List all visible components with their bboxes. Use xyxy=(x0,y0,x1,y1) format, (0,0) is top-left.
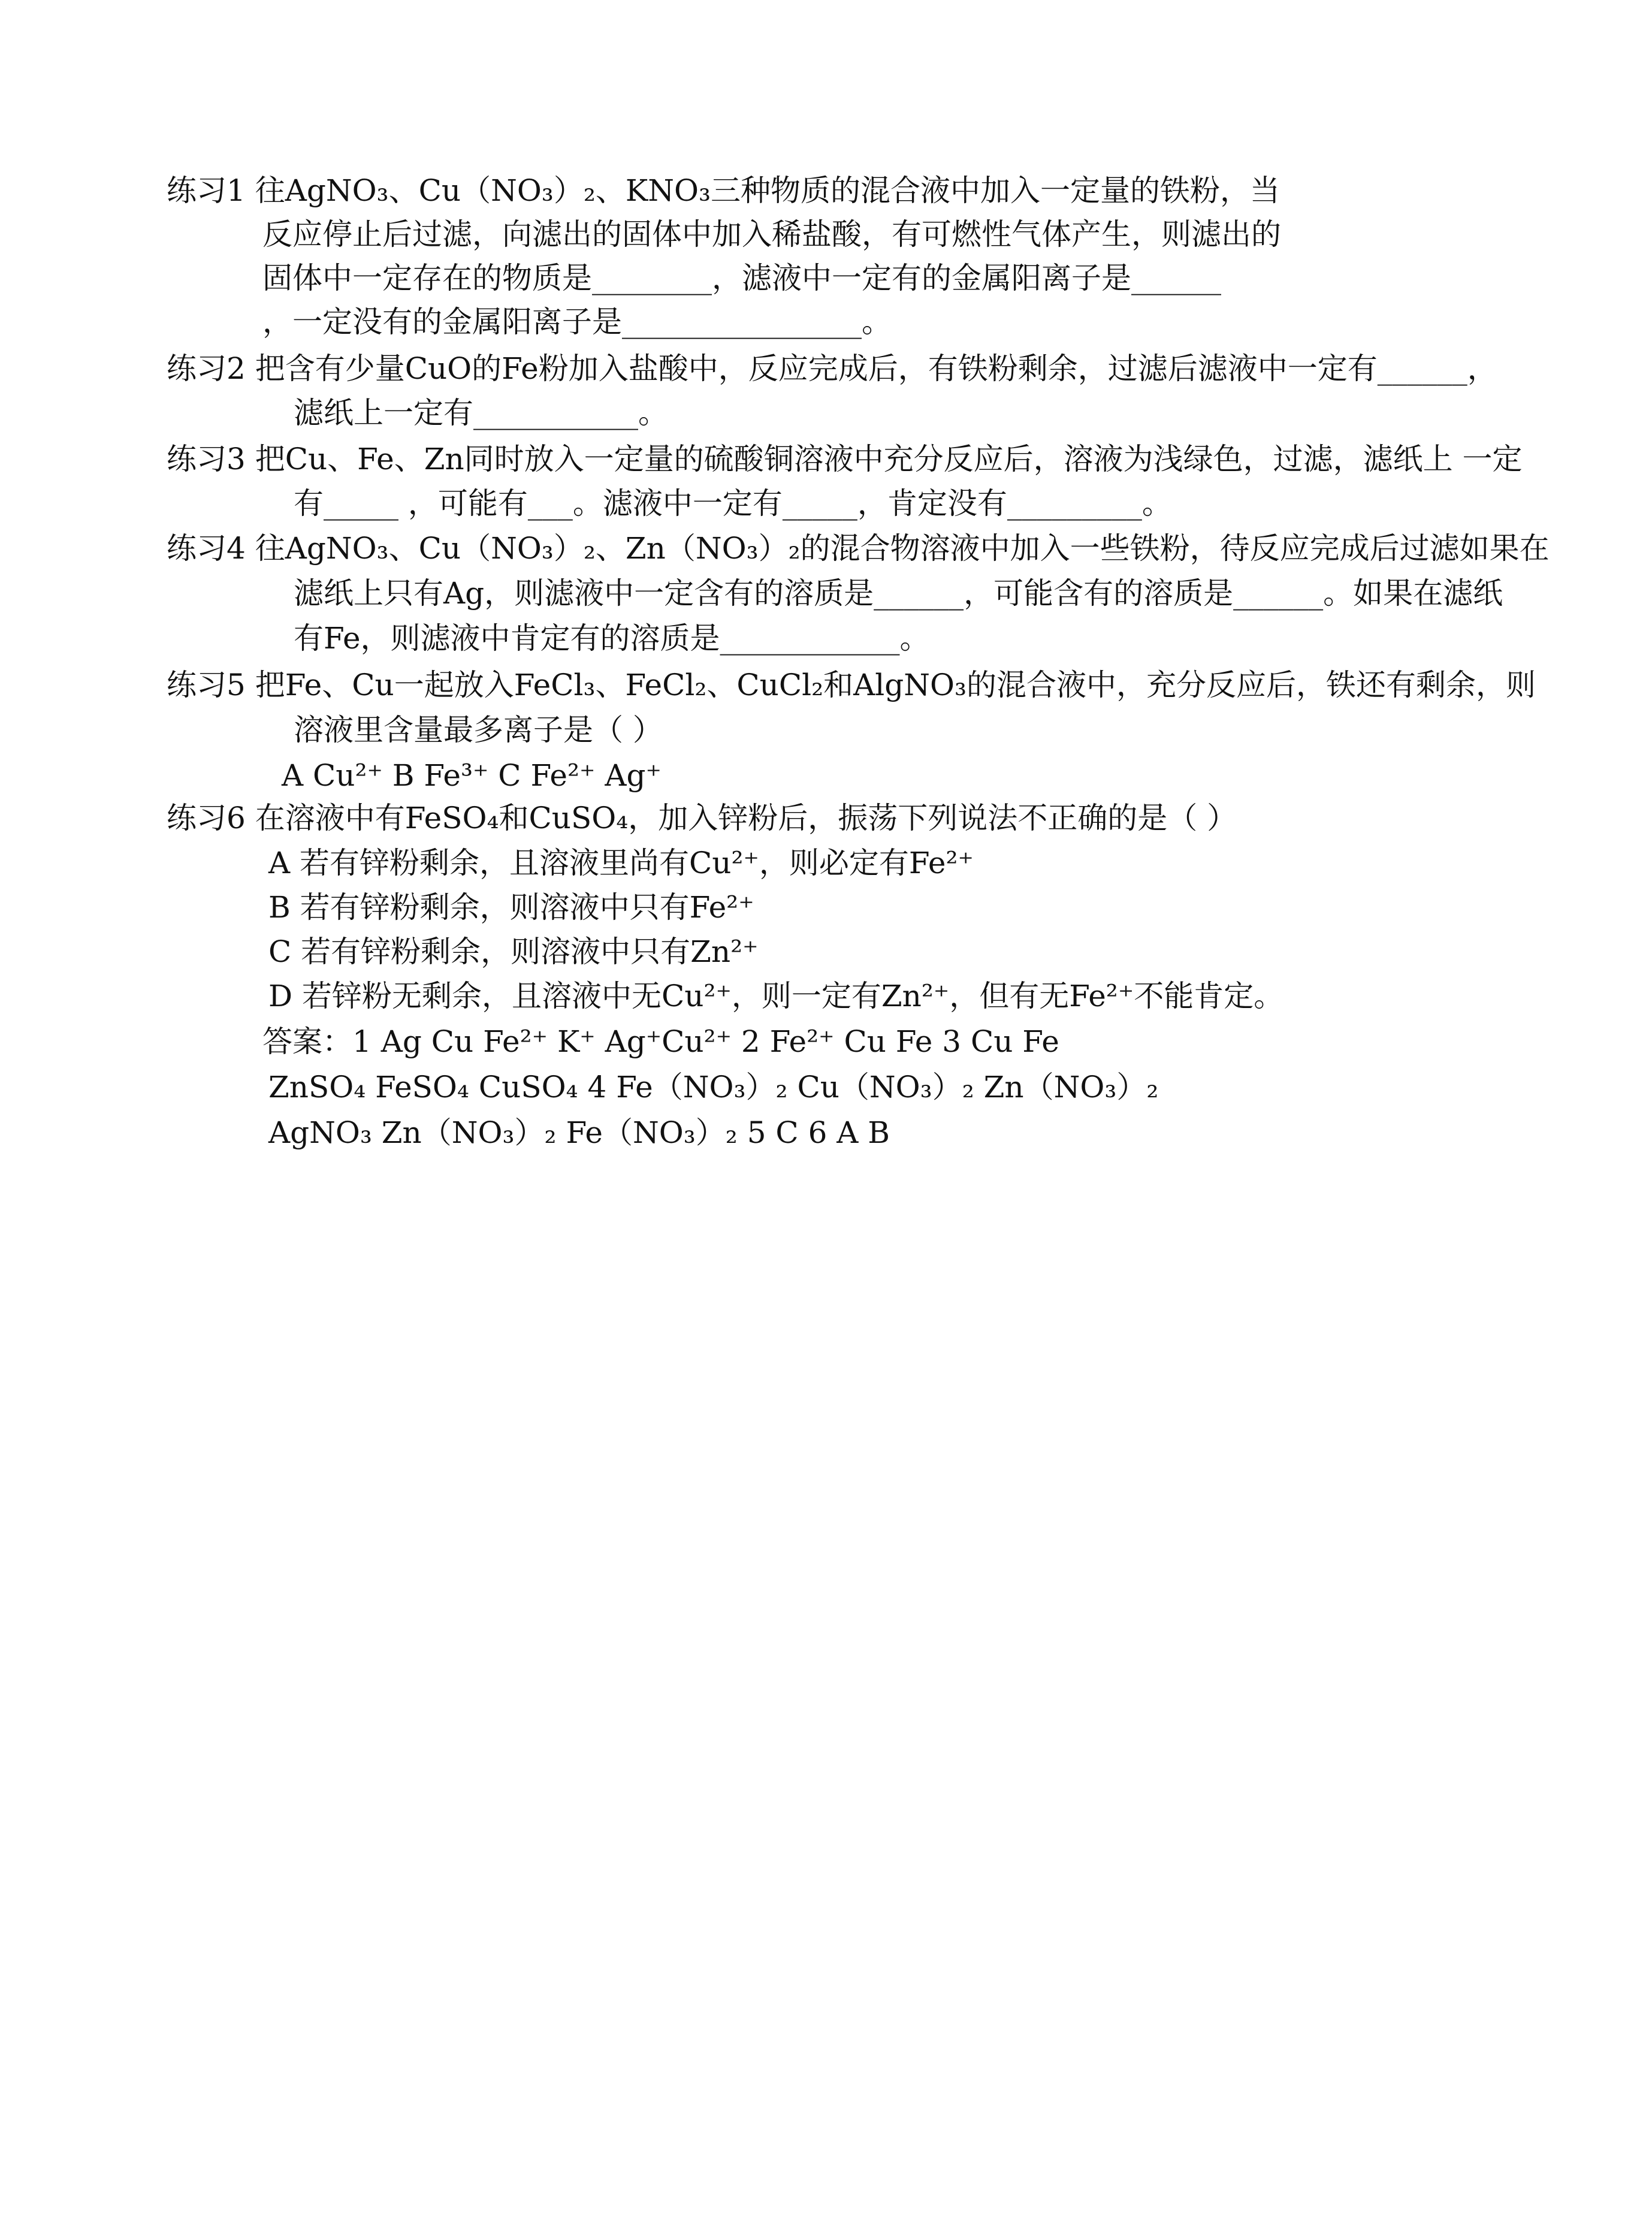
exercise-2-line-1: 练习2 把含有少量CuO的Fe粉加入盐酸中，反应完成后，有铁粉剩余，过滤后滤液中一定有______， xyxy=(167,351,1497,386)
exercise-4-line-1: 练习4 往AgNO₃、Cu（NO₃）₂、Zn（NO₃）₂的混合物溶液中加入一些铁粉，待反应完成后过滤如果在 xyxy=(167,531,1550,566)
answers-line-3: AgNO₃ Zn（NO₃）₂ Fe（NO₃）₂ 5 C 6 A B xyxy=(268,1115,890,1150)
exercise-4-line-2: 滤纸上只有Ag，则滤液中一定含有的溶质是______，可能含有的溶质是______。如果在滤纸 xyxy=(294,576,1503,611)
exercise-6-option-b: B 若有锌粉剩余，则溶液中只有Fe²⁺ xyxy=(268,890,754,925)
exercise-6-line-1: 练习6 在溶液中有FeSO₄和CuSO₄，加入锌粉后，振荡下列说法不正确的是（ ） xyxy=(167,801,1237,835)
exercise-2-line-2: 滤纸上一定有___________。 xyxy=(294,396,668,430)
exercise-1-line-2: 反应停止后过滤，向滤出的固体中加入稀盐酸，有可燃性气体产生，则滤出的 xyxy=(262,217,1281,252)
exercise-6-option-a: A 若有锌粉剩余，且溶液里尚有Cu²⁺，则必定有Fe²⁺ xyxy=(268,846,974,880)
exercise-1-line-3: 固体中一定存在的物质是________，滤液中一定有的金属阳离子是______ xyxy=(262,261,1221,295)
exercise-1-line-4: ，一定没有的金属阳离子是________________。 xyxy=(262,304,892,339)
exercise-3-line-1: 练习3 把Cu、Fe、Zn同时放入一定量的硫酸铜溶液中充分反应后，溶液为浅绿色，过滤，滤纸上 一定 xyxy=(167,442,1523,476)
answers-line-1: 答案：1 Ag Cu Fe²⁺ K⁺ Ag⁺Cu²⁺ 2 Fe²⁺ Cu Fe 3 Cu Fe xyxy=(262,1024,1059,1059)
exercise-1-line-1: 练习1 往AgNO₃、Cu（NO₃）₂、KNO₃三种物质的混合液中加入一定量的铁粉，当 xyxy=(167,173,1280,208)
exercise-5-line-1: 练习5 把Fe、Cu一起放入FeCl₃、FeCl₂、CuCl₂和AlgNO₃的混合液中，充分反应后，铁还有剩余，则 xyxy=(167,668,1536,702)
exercise-3-line-2: 有_____ ，可能有___。滤液中一定有_____，肯定没有_________。 xyxy=(294,486,1172,521)
exercise-5-line-2: 溶液里含量最多离子是（ ） xyxy=(294,713,663,747)
exercise-6-option-d: D 若锌粉无剩余，且溶液中无Cu²⁺，则一定有Zn²⁺，但有无Fe²⁺不能肯定。 xyxy=(268,979,1284,1013)
exercise-4-line-3: 有Fe，则滤液中肯定有的溶质是____________。 xyxy=(294,621,930,656)
exercise-5-options: A Cu²⁺ B Fe³⁺ C Fe²⁺ Ag⁺ xyxy=(282,758,662,793)
answers-line-2: ZnSO₄ FeSO₄ CuSO₄ 4 Fe（NO₃）₂ Cu（NO₃）₂ Zn（NO₃）₂ xyxy=(268,1070,1159,1105)
exercise-6-option-c: C 若有锌粉剩余，则溶液中只有Zn²⁺ xyxy=(268,934,759,969)
